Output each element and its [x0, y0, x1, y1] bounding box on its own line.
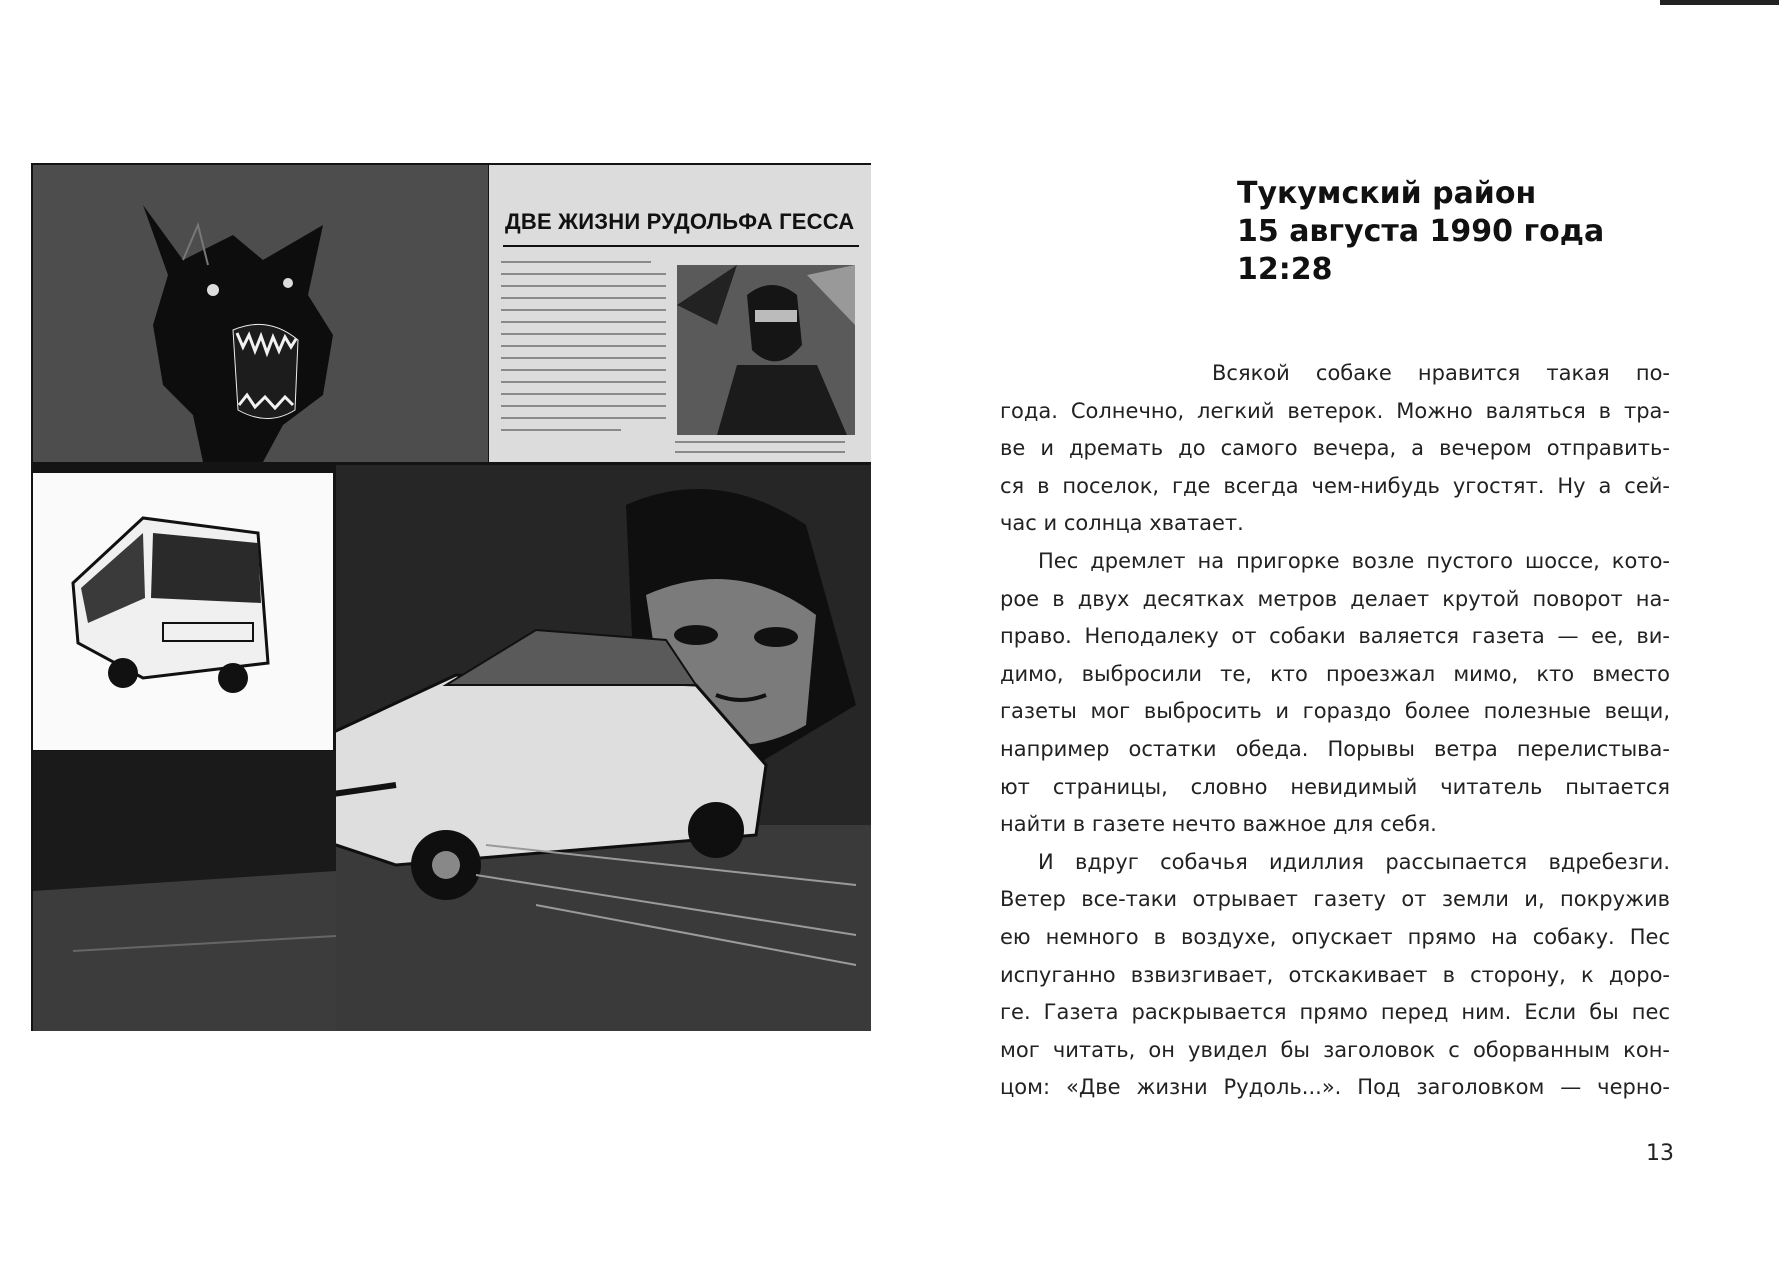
- top-edge-rule: [1660, 0, 1779, 5]
- dog-drawing: [33, 165, 488, 462]
- text-line: ве и дремать до самого вечера, а вечером отправить-: [1000, 436, 1670, 461]
- chapter-time: 12:28: [1237, 252, 1333, 287]
- newspaper-clipping-panel: [489, 165, 871, 462]
- text-line: димо, выбросили те, кто проезжал мимо, кто вместо: [1000, 661, 1670, 686]
- woman-and-car-panel: [336, 465, 871, 1031]
- barking-dog-panel: [33, 165, 488, 462]
- text-line: года. Солнечно, легкий ветерок. Можно валяться в тра-: [1000, 398, 1670, 423]
- chapter-heading: [1237, 175, 1657, 289]
- text-line: найти в газете нечто важное для себя.: [1000, 812, 1437, 837]
- clipping-headline: ДВЕ ЖИЗНИ РУДОЛЬФА ГЕССА: [505, 209, 855, 234]
- chapter-body: [1000, 355, 1670, 1107]
- text-line: испуганно взвизгивает, отскакивает в сторону, к доро-: [1000, 962, 1670, 987]
- road-drawing: [33, 751, 336, 1031]
- text-line: цом: «Две жизни Рудоль...». Под заголовком — черно-: [1000, 1075, 1670, 1100]
- clipping-rule: [503, 245, 859, 247]
- text-line: Ветер все-таки отрывает газету от земли и, покружив: [1000, 887, 1670, 912]
- page-number: 13: [1646, 1141, 1674, 1166]
- chapter-date: 15 августа 1990 года: [1237, 214, 1605, 249]
- text-line: И вдруг собачья идиллия рассыпается вдребезги.: [1038, 849, 1670, 874]
- chapter-place: Тукумский район: [1237, 176, 1537, 211]
- clipping-photo: [677, 265, 855, 435]
- clipping-caption: [675, 441, 845, 461]
- text-line: ют страницы, словно невидимый читатель пытается: [1000, 774, 1670, 799]
- bus-panel: [33, 473, 333, 750]
- text-line: право. Неподалеку от собаки валяется газета — ее, ви-: [1000, 624, 1670, 649]
- text-line: ге. Газета раскрывается прямо перед ним. Если бы пес: [1000, 1000, 1670, 1025]
- text-line: Пес дремлет на пригорке возле пустого шоссе, кото-: [1038, 548, 1670, 573]
- text-line: рое в двух десятках метров делает крутой поворот на-: [1000, 586, 1670, 611]
- clipping-article-text: [501, 261, 666, 441]
- comic-illustration: [31, 163, 871, 1031]
- text-line: Всякой собаке нравится такая по-: [1212, 361, 1670, 385]
- scene-drawing: [336, 465, 871, 1031]
- text-line: ею немного в воздухе, опускает прямо на собаку. Пес: [1000, 924, 1670, 949]
- bus-drawing: [33, 473, 333, 750]
- text-line: мог читать, он увидел бы заголовок с оборванным кон-: [1000, 1037, 1670, 1062]
- road-panel: [33, 751, 336, 1031]
- text-line: например остатки обеда. Порывы ветра перелистыва-: [1000, 736, 1670, 761]
- text-line: час и солнца хватает.: [1000, 511, 1244, 536]
- text-line: газеты мог выбросить и гораздо более полезные вещи,: [1000, 699, 1670, 724]
- text-line: ся в поселок, где всегда чем-нибудь угостят. Ну а сей-: [1000, 473, 1670, 498]
